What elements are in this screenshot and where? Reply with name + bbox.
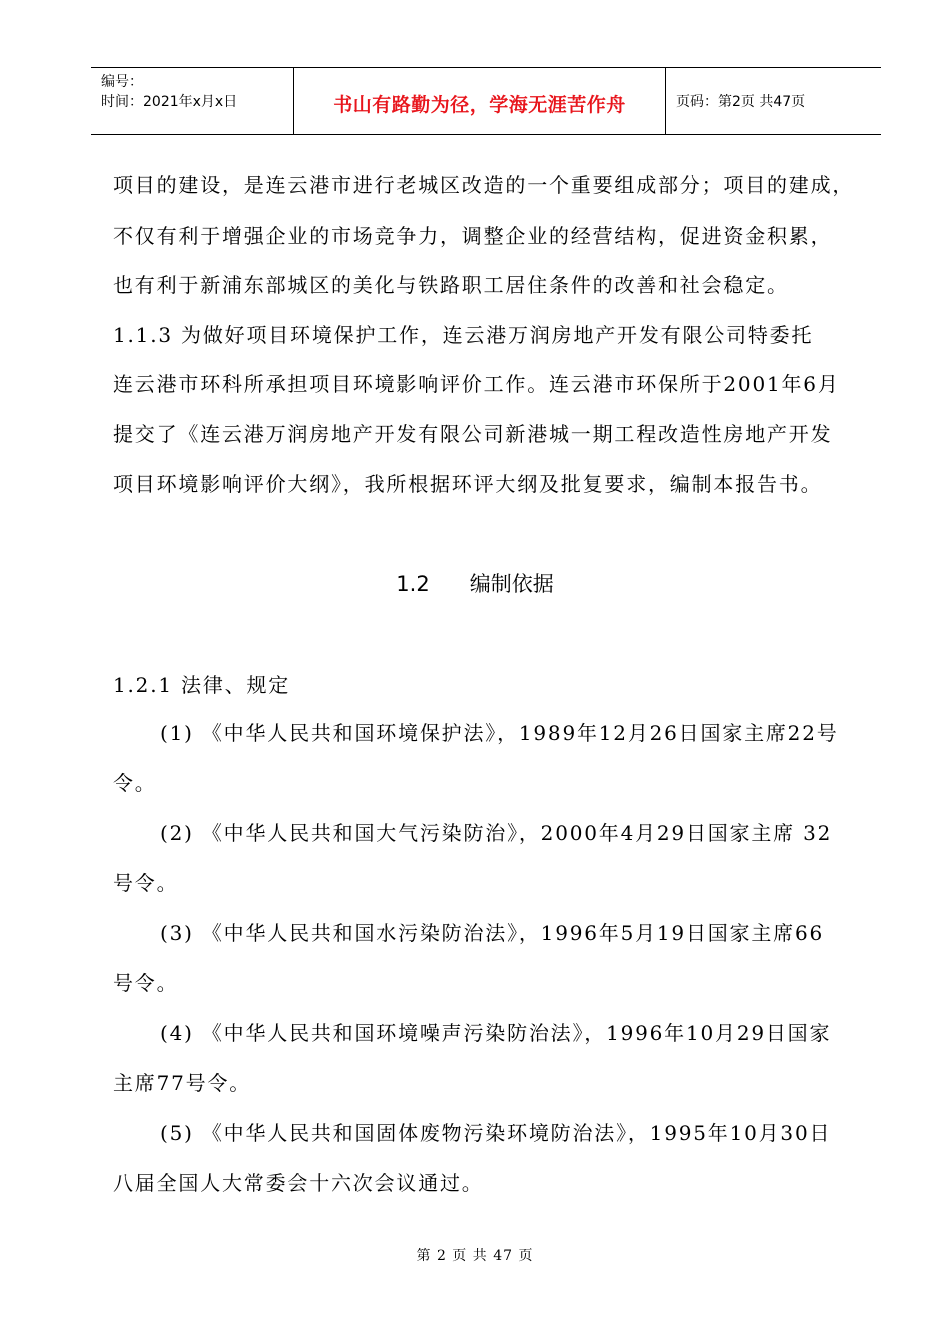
list-item-line: (4) 《中华人民共和国环境噪声污染防治法》，1996年10月29日国家 — [160, 1021, 832, 1045]
header-page-info: 页码：第2页 共47页 — [676, 94, 806, 110]
list-item-line: 号令。 — [113, 971, 179, 995]
header-motto: 书山有路勤为径，学海无涯苦作舟 — [333, 94, 626, 116]
paragraph-line: 项目的建设，是连云港市进行老城区改造的一个重要组成部分；项目的建成， — [113, 173, 855, 197]
paragraph-line: 连云港市环科所承担项目环境影响评价工作。连云港市环保所于2001年6月 — [113, 372, 840, 396]
subsection-heading: 1.2.1 法律、规定 — [113, 673, 291, 697]
section-title: 编制依据 — [469, 572, 554, 596]
list-item-line: 令。 — [113, 771, 157, 795]
paragraph-line: 提交了《连云港万润房地产开发有限公司新港城一期工程改造性房地产开发 — [113, 422, 833, 446]
paragraph-line: 不仅有利于增强企业的市场竞争力，调整企业的经营结构，促进资金积累， — [113, 224, 833, 248]
list-item-line: (5) 《中华人民共和国固体废物污染环境防治法》，1995年10月30日 — [160, 1121, 832, 1145]
paragraph-line: 也有利于新浦东部城区的美化与铁路职工居住条件的改善和社会稳定。 — [113, 273, 789, 297]
page-footer: 第 2 页 共 47 页 — [416, 1248, 534, 1264]
list-item-line: 八届全国人大常委会十六次会议通过。 — [113, 1171, 484, 1195]
page-header — [91, 67, 881, 135]
paragraph-line: 项目环境影响评价大纲》，我所根据环评大纲及批复要求，编制本报告书。 — [113, 472, 823, 496]
list-item-line: 主席77号令。 — [113, 1071, 252, 1095]
header-motto-cell — [294, 68, 666, 134]
paragraph-line: 1.1.3 为做好项目环境保护工作，连云港万润房地产开发有限公司特委托 — [113, 323, 814, 347]
list-item-line: (1) 《中华人民共和国环境保护法》，1989年12月26日国家主席22号 — [160, 721, 839, 745]
section-number: 1.2 — [396, 572, 430, 596]
list-item-line: (2) 《中华人民共和国大气污染防治》，2000年4月29日国家主席 32 — [160, 821, 833, 845]
list-item-line: 号令。 — [113, 871, 179, 895]
list-item-line: (3) 《中华人民共和国水污染防治法》，1996年5月19日国家主席66 — [160, 921, 825, 945]
document-time-label: 时间：2021年x月x日 — [101, 94, 238, 110]
header-meta — [91, 68, 294, 134]
section-heading — [0, 570, 950, 598]
document-number-label: 编号： — [101, 74, 143, 90]
